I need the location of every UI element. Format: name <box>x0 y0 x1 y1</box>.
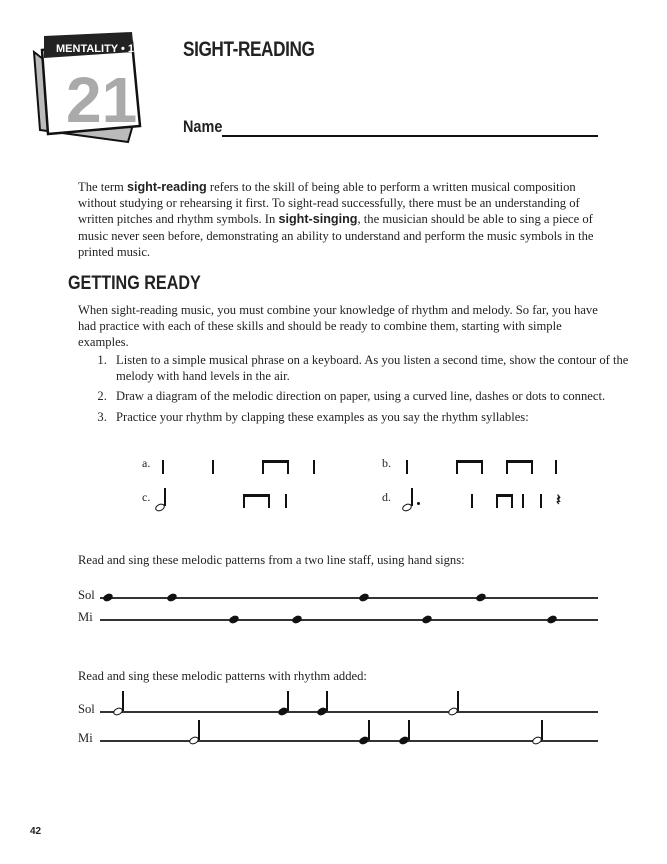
beam <box>496 494 513 497</box>
sol-line <box>100 711 598 713</box>
staff1-instruction: Read and sing these melodic patterns from a two line staff, using hand signs: <box>78 553 465 567</box>
note-stem <box>198 720 200 740</box>
quarter-note <box>555 460 557 474</box>
step-item: 1. Listen to a simple musical phrase on a keyboard. As you listen a second time, show the contour of the melody with hand levels in the air. <box>110 352 630 384</box>
intro-paragraph <box>78 179 598 260</box>
page-number: 42 <box>30 826 42 837</box>
note-stem <box>164 488 166 506</box>
quarter-note <box>406 460 408 474</box>
beam <box>243 494 270 497</box>
quarter-rest-icon: 𝄽 <box>556 492 561 509</box>
sol-label: Sol <box>78 588 95 602</box>
dot-note <box>475 592 487 603</box>
step-item: 3. Practice your rhythm by clapping these examples as you say the rhythm syllables: <box>110 409 630 425</box>
dot-note <box>358 592 370 603</box>
steps-list <box>78 352 630 429</box>
beam <box>506 460 533 463</box>
beam <box>262 460 289 463</box>
dot-note <box>166 592 178 603</box>
quarter-note <box>212 460 214 474</box>
quarter-note <box>471 494 473 508</box>
beam <box>456 460 483 463</box>
rhythm-label: c. <box>142 490 151 504</box>
rhythm-label: d. <box>382 490 391 504</box>
note-stem <box>411 488 413 506</box>
calendar-icon <box>28 30 153 148</box>
calendar-day: 21 <box>66 64 138 136</box>
note-stem <box>122 691 124 711</box>
note-stem <box>541 720 543 740</box>
term-sight-singing: sight-singing <box>278 212 358 227</box>
note-stem <box>408 720 410 740</box>
quarter-note <box>540 494 542 508</box>
note-stem <box>287 691 289 711</box>
step-item: 2. Draw a diagram of the melodic direction on paper, using a curved line, dashes or dots to connect. <box>110 388 630 404</box>
name-label: Name <box>183 117 223 136</box>
quarter-note <box>313 460 315 474</box>
dot-note <box>102 592 114 603</box>
dot-note <box>228 614 240 625</box>
quarter-note <box>522 494 524 508</box>
mi-line <box>100 619 598 621</box>
mi-line <box>100 740 598 742</box>
quarter-note <box>162 460 164 474</box>
name-field[interactable] <box>222 135 598 137</box>
note-stem <box>326 691 328 711</box>
dot-note <box>291 614 303 625</box>
sol-label: Sol <box>78 702 95 716</box>
section-text: When sight-reading music, you must combine your knowledge of rhythm and melody. So far, you have had practice with each of these skills and should be ready to combine them, starting with simple examples. <box>78 303 598 350</box>
dot <box>417 502 420 505</box>
mi-label: Mi <box>78 610 93 624</box>
page-title: SIGHT-READING <box>183 38 315 61</box>
rhythm-label: b. <box>382 456 391 470</box>
note-stem <box>368 720 370 740</box>
dot-note <box>421 614 433 625</box>
intro-text: The term <box>78 180 127 194</box>
term-sight-reading: sight-reading <box>126 180 207 194</box>
section-heading: GETTING READY <box>68 273 201 294</box>
intro-text: refers to the skill of being able to perform a written musical composition without studying or rehearsing it first. To sight-read successfully, there must be an understanding of written pitches and rhythm symbols. In <box>78 180 580 227</box>
calendar-badge: MENTALITY • 19 <box>56 43 141 55</box>
note-stem <box>457 691 459 711</box>
dot-note <box>546 614 558 625</box>
rhythm-label: a. <box>142 456 151 470</box>
mi-label: Mi <box>78 731 93 745</box>
intro-text: , the musician should be able to sing a piece of music never seen before, demonstrating an ability to understand and perform the music symbols in the printed music. <box>78 212 594 259</box>
quarter-note <box>285 494 287 508</box>
staff2-instruction: Read and sing these melodic patterns with rhythm added: <box>78 669 367 683</box>
